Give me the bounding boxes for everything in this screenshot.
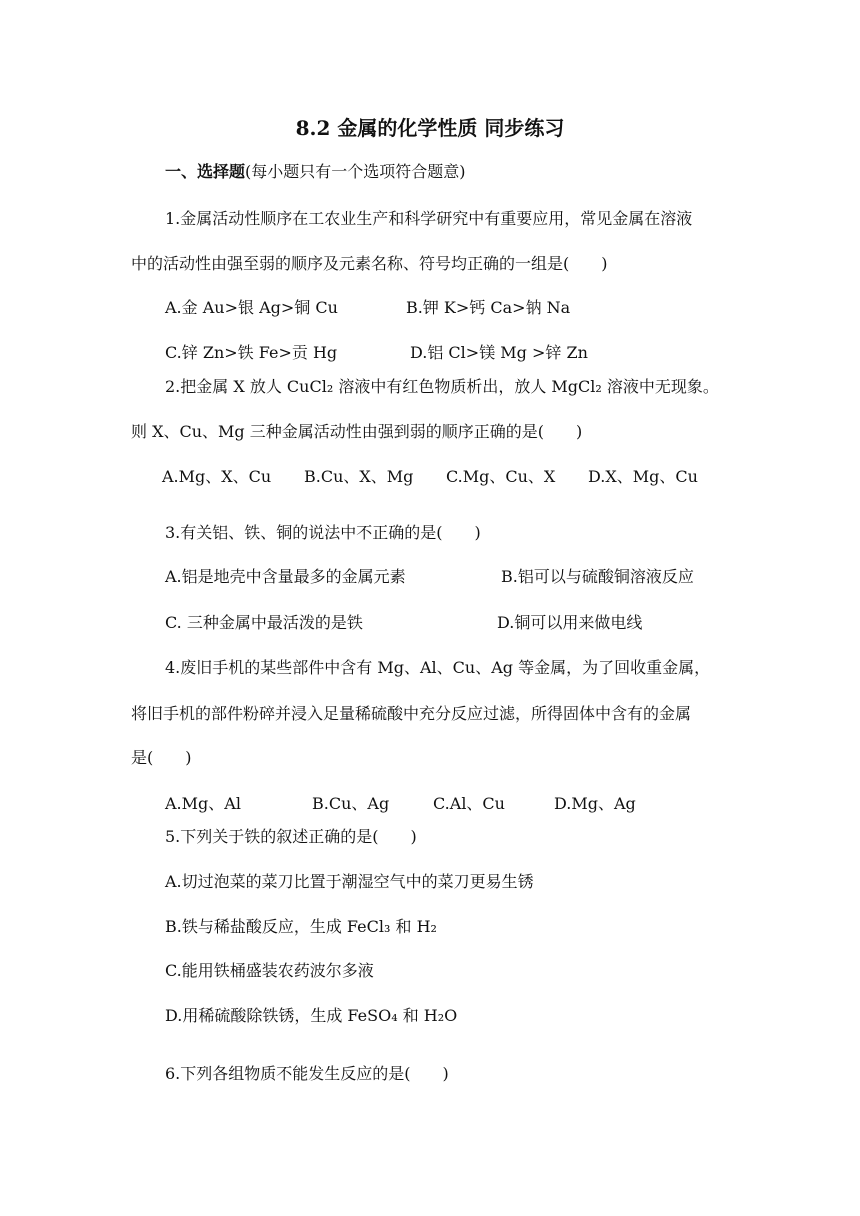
question-6-line-1: 6.下列各组物质不能发生反应的是( ): [165, 1064, 449, 1083]
question-5-line-1: 5.下列关于铁的叙述正确的是( ): [165, 827, 417, 846]
question-2-line-2: 则 X、Cu、Mg 三种金属活动性由强到弱的顺序正确的是( ): [131, 422, 583, 441]
question-2-option-d: D.X、Mg、Cu: [588, 467, 698, 486]
question-5-option-a: A.切过泡菜的菜刀比置于潮湿空气中的菜刀更易生锈: [165, 872, 534, 891]
question-4-option-b: B.Cu、Ag: [312, 794, 390, 813]
question-1-line-2: 中的活动性由强至弱的顺序及元素名称、符号均正确的一组是( ): [131, 254, 608, 273]
question-3-option-d: D.铜可以用来做电线: [497, 613, 643, 632]
question-4-option-c: C.Al、Cu: [433, 794, 505, 813]
question-1-option-c: C.锌 Zn>铁 Fe>贡 Hg: [165, 343, 338, 362]
question-1-option-d: D.铝 Cl>镁 Mg >锌 Zn: [410, 343, 588, 362]
question-4-line-2: 将旧手机的部件粉碎并浸入足量稀硫酸中充分反应过滤，所得固体中含有的金属: [131, 704, 692, 723]
page-title: 8.2 金属的化学性质 同步练习: [295, 116, 565, 140]
question-1-option-a: A.金 Au>银 Ag>铜 Cu: [165, 298, 338, 317]
section-note: (每小题只有一个选项符合题意): [245, 162, 466, 181]
question-4-line-1: 4.废旧手机的某些部件中含有 Mg、Al、Cu、Ag 等金属，为了回收重金属，: [165, 658, 711, 677]
question-5-option-d: D.用稀硫酸除铁锈，生成 FeSO₄ 和 H₂O: [165, 1006, 458, 1025]
question-2-option-c: C.Mg、Cu、X: [446, 467, 556, 486]
question-2-line-1: 2.把金属 X 放人 CuCl₂ 溶液中有红色物质析出，放人 MgCl₂ 溶液中无现象。: [165, 377, 719, 396]
question-5-option-c: C.能用铁桶盛装农药波尔多液: [165, 961, 374, 980]
question-5-option-b: B.铁与稀盐酸反应，生成 FeCl₃ 和 H₂: [165, 917, 437, 936]
question-3-line-1: 3.有关铝、铁、铜的说法中不正确的是( ): [165, 523, 481, 542]
question-4-option-d: D.Mg、Ag: [554, 794, 636, 813]
question-3-option-b: B.铝可以与硫酸铜溶液反应: [501, 567, 694, 586]
question-3-option-c: C. 三种金属中最活泼的是铁: [165, 613, 363, 632]
question-3-option-a: A.铝是地壳中含量最多的金属元素: [165, 567, 406, 586]
question-2-option-b: B.Cu、X、Mg: [304, 467, 414, 486]
question-4-line-3: 是( ): [131, 748, 192, 767]
section-heading-label: 一、选择题: [165, 162, 246, 181]
question-1-option-b: B.钾 K>钙 Ca>钠 Na: [406, 298, 571, 317]
question-2-option-a: A.Mg、X、Cu: [162, 467, 272, 486]
question-4-option-a: A.Mg、Al: [165, 794, 241, 813]
question-1-line-1: 1.金属活动性顺序在工农业生产和科学研究中有重要应用，常见金属在溶液: [165, 209, 693, 228]
section-heading: [165, 161, 466, 183]
